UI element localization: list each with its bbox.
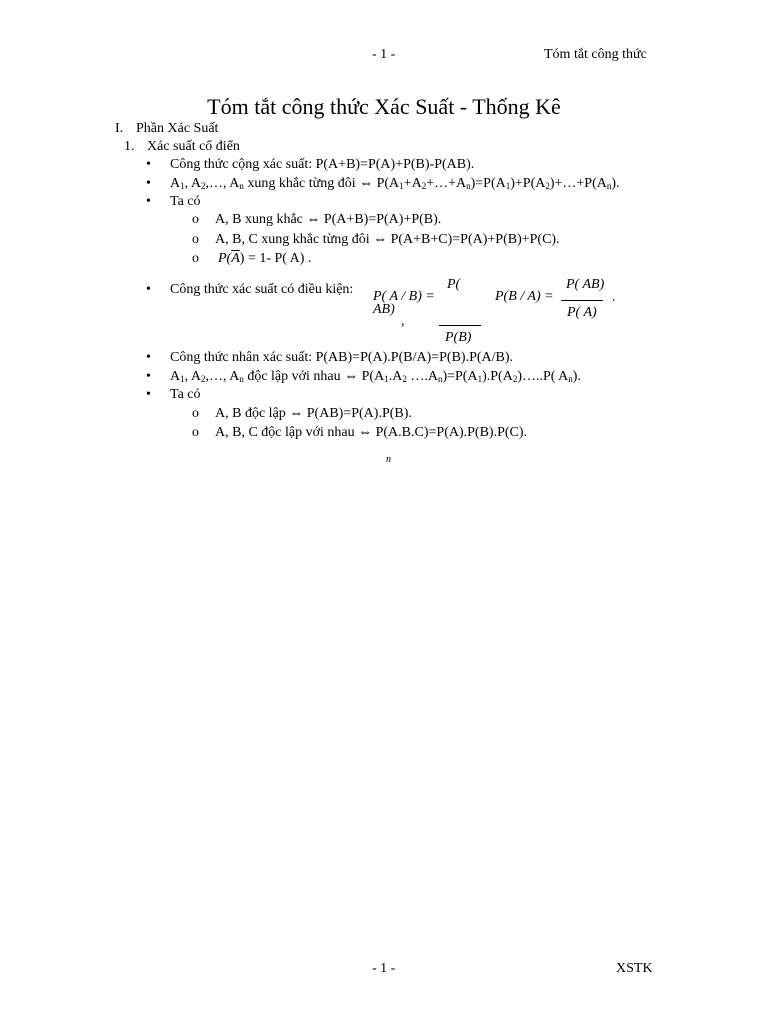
multiplication-formula: Công thức nhân xác suất: P(AB)=P(A).P(B/A)=P(B).P(A/B). — [170, 350, 514, 365]
footer-page-number: - 1 - — [372, 961, 396, 976]
ta-co-label: Ta có — [170, 194, 201, 209]
formula-p-b-given-a-numerator: P( AB) — [566, 277, 605, 292]
conditional-label: Công thức xác suất có điều kiện: — [170, 282, 354, 297]
formula-comma: , — [401, 314, 405, 329]
section-number: I. — [115, 121, 124, 136]
header-page-number: - 1 - — [372, 47, 396, 62]
formula-period: . — [612, 290, 616, 305]
subsection-number: 1. — [124, 139, 135, 154]
independent-product: $A_1$, $A_2,\dots$, $A_n$ độc lập với nhau ⇔ $P(A_1.A_2$ $\dots.A_n)=P(A_1).P(A_2)\dots..P$( $A_n$). — [170, 369, 581, 384]
formula-p-a-given-b-numerator-top: P( — [447, 277, 461, 292]
two-exclusive-formula: A, B xung khắc ⇔ P(A+B)=P(A)+P(B). — [215, 212, 442, 227]
document-title: Tóm tắt công thức Xác Suất - Thống Kê — [207, 94, 561, 119]
circle-bullet-icon: o — [192, 406, 199, 421]
three-exclusive-formula: A, B, C xung khắc từng đôi ⇔ P(A+B+C)=P(A)+P(B)+P(C). — [215, 232, 560, 247]
subsection-label: Xác suất cổ điển — [147, 139, 240, 154]
bullet-icon: • — [146, 157, 151, 172]
bullet-icon: • — [146, 369, 151, 384]
mutually-exclusive-sum: $A_1$, $A_2,\dots$, $A_n$ xung khắc từng đôi ⇔ $P(A_1+A_2+\dots+A_n)=P(A_1)+P(A_2)+\dots+P(A_n)$. — [170, 176, 620, 191]
circle-bullet-icon: o — [192, 425, 199, 440]
complement-formula: $P(\overline{A}) = 1-$ P( A) . — [218, 251, 312, 266]
bullet-icon: • — [146, 387, 151, 402]
formula-p-b-given-a-denominator: P( A) — [567, 305, 597, 320]
bullet-icon: • — [146, 176, 151, 191]
fraction-line — [561, 300, 603, 301]
bullet-icon: • — [146, 350, 151, 365]
stray-n-symbol: n — [386, 454, 391, 465]
three-independent-formula: A, B, C độc lập với nhau ⇔ P(A.B.C)=P(A).P(B).P(C). — [215, 425, 528, 440]
circle-bullet-icon: o — [192, 212, 199, 227]
formula-p-b-given-a-lhs: P(B / A) = — [495, 289, 554, 304]
addition-formula: Công thức cộng xác suất: P(A+B)=P(A)+P(B)-P(AB). — [170, 157, 475, 172]
ta-co-label: Ta có — [170, 387, 201, 402]
formula-p-a-given-b-denominator: P(B) — [445, 330, 472, 345]
footer-label: XSTK — [616, 961, 653, 976]
formula-p-a-given-b-lhs: P( A / B) = — [373, 289, 435, 304]
circle-bullet-icon: o — [192, 232, 199, 247]
header-title: Tóm tắt công thức — [544, 47, 647, 62]
bullet-icon: • — [146, 194, 151, 209]
bullet-icon: • — [146, 282, 151, 297]
section-label: Phần Xác Suất — [136, 121, 219, 136]
formula-p-a-given-b-numerator-bottom: AB) — [373, 302, 395, 317]
two-independent-formula: A, B độc lập ⇔ P(AB)=P(A).P(B). — [215, 406, 412, 421]
fraction-line — [439, 325, 481, 326]
circle-bullet-icon: o — [192, 251, 199, 266]
